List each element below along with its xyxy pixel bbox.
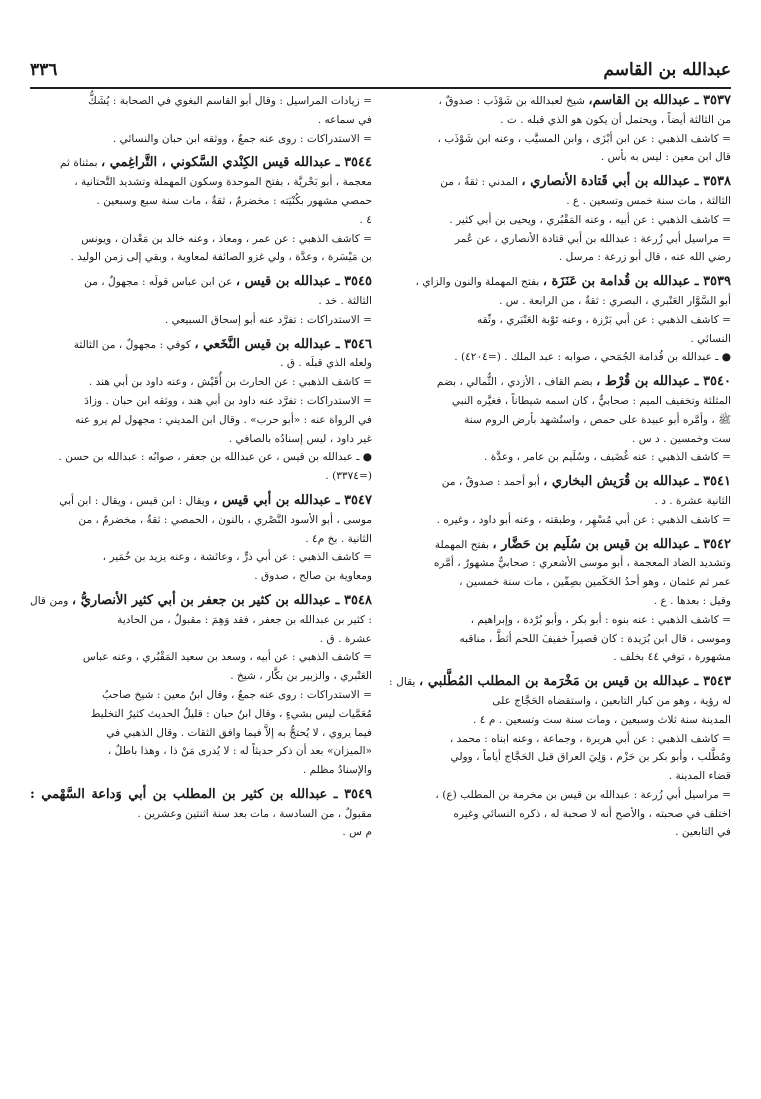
biography-entry xyxy=(30,786,372,842)
entry-line: كوفي : مجهولٌ ، من الثالثة xyxy=(73,338,191,351)
entry-line: = زيادات المراسيل : وقال أبو القاسم البغوي في الصحابة : يُشَكُّ xyxy=(88,95,372,107)
entry-line: شيخ لعبدالله بن شَوْذَب : صدوقٌ ، xyxy=(438,95,586,107)
entry-line: العَنْبري ، والزبير بن بكَّار ، شيخ . xyxy=(230,670,372,683)
left-column xyxy=(30,92,372,848)
entry-line: وموسى ، قال ابن بُرَيدة : كان قصيراً خفيفَ اللحم أثطَّ ، مناقبه xyxy=(459,632,731,645)
entry-line: بضم القاف ، الأزدي ، الثُّمالي ، بضم xyxy=(436,376,593,389)
entry-heading: ٣٥٤٣ ـ عبدالله بن قيس بن مَخْرَمة بن المطلب المُطَّلبي ، xyxy=(418,674,732,690)
entry-line: = كاشف الذهبي : عن ابن أبْزَى ، وابن المسيَّب ، وعنه ابن شَوْذَب ، xyxy=(437,132,731,145)
entry-heading: ٣٥٤٦ ـ عبدالله بن قيس النَّخَعي ، xyxy=(194,336,372,352)
entry-line: = كاشف الذهبي : عن أبي بَرْزة ، وعنه تَوْبة العَنْبَري ، وثّقه xyxy=(477,313,731,326)
entry-line: غير داود ، ليس إسنادُه بالصافي . xyxy=(228,432,372,445)
entry-heading: ٣٥٣٧ ـ عبدالله بن القاسم، xyxy=(588,93,731,108)
biography-entry xyxy=(30,154,372,267)
biography-entry xyxy=(389,92,731,167)
entry-line: الثالثة ، مات سنة خمس وتسعين . ع . xyxy=(566,194,731,207)
entry-line: والإسنادُ مظلم . xyxy=(302,764,372,777)
entry-line: الثانية عشرة . د . xyxy=(654,494,731,507)
biography-entry xyxy=(30,92,372,148)
entry-heading: ٣٥٤٧ ـ عبدالله بن أبي قيس ، xyxy=(213,492,372,508)
entry-line: المدينة سنة ثلاث وسبعين ، ومات سنة ست وتسعين . م ٤ . xyxy=(473,713,731,726)
biography-entry xyxy=(30,592,372,780)
right-column xyxy=(389,92,731,848)
entry-line: قال ابن معين : ليس به بأس . xyxy=(600,151,731,164)
entry-line: ومُطَّلب ، وأبو بكر بن حَزْم ، وَلِيَ العراق قبل الحَجَّاج أياماً ، وولي xyxy=(450,751,731,764)
entry-line: ست وخمسين . د س . xyxy=(631,432,731,445)
entry-line: وقيل : بعدها . ع . xyxy=(653,594,731,607)
biography-entry xyxy=(389,673,731,842)
entry-line: الثانية . بخ م٤ . xyxy=(305,532,372,545)
entry-line: = كاشف الذهبي : عن أبي مُسْهِر ، وطبقته ، وعنه أبو داود ، وغيره . xyxy=(436,513,731,526)
entry-line: وتشديد الضاد المعجمة ، أبو موسى الأشعري : صحابيٌّ مشهورٌ ، أمَّره xyxy=(433,557,731,570)
biography-entry xyxy=(30,273,372,329)
entry-line: = كاشف الذهبي : عن أبيه ، وسعد بن سعيد المَقْبُري ، وعنه عباس xyxy=(82,651,372,664)
biography-entry xyxy=(389,173,731,267)
page-number: ٣٣٦ xyxy=(30,60,58,80)
entry-line: = الاستدراكات : روى عنه جمعٌ ، وقال ابنُ معين : شيخ صاحبُ xyxy=(102,688,372,701)
entry-line: = كاشف الذهبي : عن الحارث بن أُقَيْش ، وعنه داود بن أبي هند . xyxy=(88,376,372,389)
entry-heading: ٣٥٣٩ ـ عبدالله بن قُدامة بن عَنَزَة ، xyxy=(542,274,731,290)
header-rule xyxy=(30,87,731,89)
entry-heading: ٣٥٤٢ ـ عبدالله بن قيس بن سُلَيم بن حَضَّار ، xyxy=(492,536,731,552)
entry-line: المثلثة وتخفيف الميم : صحابيٌّ ، كان اسمه شيطاناً ، فغيَّره النبي xyxy=(451,394,731,407)
entry-line: فيما يروي ، لا يُحتجُّ به إلاَّ فيما وافق الثقات . وقال الذهبي في xyxy=(106,726,372,739)
entry-line: ● ـ عبدالله بن قيس ، عن عبدالله بن جعفر ، صوابُه : عبدالله بن حسن . xyxy=(58,451,372,464)
entry-line: قضاء المدينة . xyxy=(668,770,731,783)
entry-line: معجمة ، أبو بَحْريَّة ، بفتح الموحدة وسكون المهملة وتشديد التَّحتانية ، xyxy=(74,176,372,189)
entry-line: = مراسيل أبي زُرعة : عبدالله بن أبي قتادة الأنصاري ، عن عُمر xyxy=(454,232,731,245)
entry-heading: ٣٥٤٠ ـ عبدالله بن قُرْط ، xyxy=(596,374,731,390)
entry-heading: ٣٥٤٨ ـ عبدالله بن كثير بن جعفر بن أبي كثير الأنصاريُّ ، xyxy=(71,592,372,608)
entry-line: بمثناة ثم xyxy=(59,157,98,170)
entry-line: = كاشف الذهبي : عنه بنوه : أبو بكر ، وأبو بُرْدة ، وإبراهيم ، xyxy=(470,613,731,626)
entry-line: موسى ، أبو الأسود النَّصْري ، بالنون ، الحمصي : ثقةٌ ، مخضرمٌ ، من xyxy=(78,513,372,526)
entry-line: «الميزان» بعد أن ذكر حديثاً له : لا يُدرى مَنْ ذا ، وهذا باطلٌ ، xyxy=(107,745,372,758)
entry-line: بن مَيْسَرة ، وعدَّة ، ولي غزو الصائفة لمعاوية ، وبقي إلى زمن الوليد . xyxy=(70,251,372,264)
entry-line: النسائي . xyxy=(690,332,731,345)
biography-entry xyxy=(389,473,731,529)
entry-line: ويقال : ابن قيس ، ويقال : ابن أبي xyxy=(59,494,210,507)
entry-line: م س . xyxy=(342,826,372,839)
running-title: عبدالله بن القاسم xyxy=(603,60,731,80)
entry-line: حمصي مشهور بكُنْيَته : مخضرمٌ ، ثقةٌ ، مات سنة سبع وسبعين . xyxy=(96,194,372,207)
entry-line: في سماعه . xyxy=(317,113,372,126)
entry-line: = كاشف الذهبي : عن أبيه ، وعنه المَقْبُري ، ويحيى بن أبي كثير . xyxy=(449,213,731,226)
entry-line: = الاستدراكات : روى عنه جمعٌ ، ووثقه ابن حبان والنسائي . xyxy=(112,132,372,145)
entry-line: بفتح المهملة xyxy=(434,538,490,551)
entry-line: من الثالثة أيضاً ، ويحتمل أن يكون هو الذي قبله . ت . xyxy=(500,113,731,126)
entry-line: = كاشف الذهبي : عن أبي ذرٍّ ، وعائشة ، وعنه يزيد بن خُمَير ، xyxy=(102,551,372,564)
biography-entry xyxy=(389,373,731,467)
entry-line: في الرواة عنه : «أبو حرب» . وقال ابن المديني : مجهول لم يرو عنه xyxy=(75,413,372,426)
entry-line: ومعاوية بن صالح ، صدوق . xyxy=(254,570,372,583)
entry-line: يقال : له رؤية ، وهو من كبار التابعين ، واستقضاه الحَجَّاج على xyxy=(389,676,731,707)
entry-line: أبو أحمد : صدوقٌ ، من xyxy=(441,476,540,489)
entry-line: مُعَمَّيات ليس بشيءٍ ، وقال ابنُ حبان : قليلُ الحديث كثيرُ التخليط xyxy=(90,707,372,720)
entry-line: عشرة . ق . xyxy=(319,632,372,645)
entry-line: عمر ثم عثمان ، وهو أحدُ الحَكَمين بصِفّين ، مات سنة خمسين ، xyxy=(459,576,731,589)
entry-line: في التابعين . xyxy=(675,826,731,839)
entry-line: اختلف في صحبته ، والأصح أنه لا صحبة له ، ذكره النسائي وغيره xyxy=(453,807,731,820)
entry-heading: ٣٥٤٥ ـ عبدالله بن قيس ، xyxy=(235,274,372,290)
entry-line: مقبولٌ ، من السادسة ، مات بعد سنة اثنتين وعشرين . xyxy=(137,807,372,820)
entry-heading: ٣٥٤٩ ـ عبدالله بن كثير بن المطلب بن أبي وَداعة السَّهْمي : xyxy=(30,786,373,802)
biography-entry xyxy=(389,536,731,668)
entry-line: = كاشف الذهبي : عن عمر ، ومعاذ ، وعنه خالد بن مَعْدان ، ويونس xyxy=(81,232,372,245)
entry-line: رضي الله عنه ، قال أبو زرعة : مرسل . xyxy=(558,251,731,264)
entry-line: = الاستدراكات : تفرَّد عنه داود بن أبي هند ، ووثقه ابن حبان . وزادَ xyxy=(84,394,372,407)
page-header xyxy=(30,60,731,86)
entry-line: المدني : ثقةٌ ، من xyxy=(440,176,519,189)
entry-heading: ٣٥٣٨ ـ عبدالله بن أبي قَتادة الأنصاري ، xyxy=(521,174,731,190)
entry-line: ولعله الذي قبلَه . ق . xyxy=(280,357,372,370)
entry-line: = مراسيل أبي زُرعة : عبدالله بن قيس بن مخرمة بن المطلب (ع) ، xyxy=(435,788,731,801)
entry-line: ● ـ عبدالله بن قُدامة الجُمَحي ، صوابه : عبد الملك . (=٤٢٠٤) . xyxy=(454,351,731,364)
entry-line: = كاشف الذهبي : عنه غُضَيف ، وسُلَيم بن عامر ، وعدَّة . xyxy=(484,451,731,464)
entry-line: ٤ . xyxy=(359,213,372,226)
entry-line: ومن قال : كثير بن عبدالله بن جعفر ، فقد وَهِمَ : مقبولٌ ، من الحادية xyxy=(30,594,372,626)
biography-entry xyxy=(389,273,731,367)
entry-line: أبو السَّوَّار العَنْبري ، البصري : ثقةٌ ، من الرابعة . س . xyxy=(499,294,731,307)
entry-line: بفتح المهملة والنون والزاي ، xyxy=(415,276,540,289)
entry-line: = الاستدراكات : تفرَّد عنه أبو إسحاق السبيعي . xyxy=(164,313,372,326)
entry-line: (=٣٣٧٤) . xyxy=(325,470,372,483)
biography-entry xyxy=(30,492,372,586)
entry-line: ﷺ ، وأمَّره أبو عبيدة على حمص ، واستُشهد بأرض الروم سنة xyxy=(464,413,731,426)
biography-entry xyxy=(30,336,372,486)
entry-line: عن ابن عباس قولَه : مجهولٌ ، من xyxy=(84,276,233,289)
entry-line: الثالثة . خد . xyxy=(318,294,372,307)
entry-heading: ٣٥٤١ ـ عبدالله بن قُرَيش البخاري ، xyxy=(543,474,731,490)
entry-line: = كاشف الذهبي : عن أبي هريرة ، وجماعة ، وعنه ابناه : محمد ، xyxy=(449,732,731,745)
entry-heading: ٣٥٤٤ ـ عبدالله قيس الكِنْدي السَّكوني ، التَّراغِمي ، xyxy=(100,155,372,171)
entry-line: مشهورة ، توفي ٤٤ بخلف . xyxy=(613,651,731,664)
